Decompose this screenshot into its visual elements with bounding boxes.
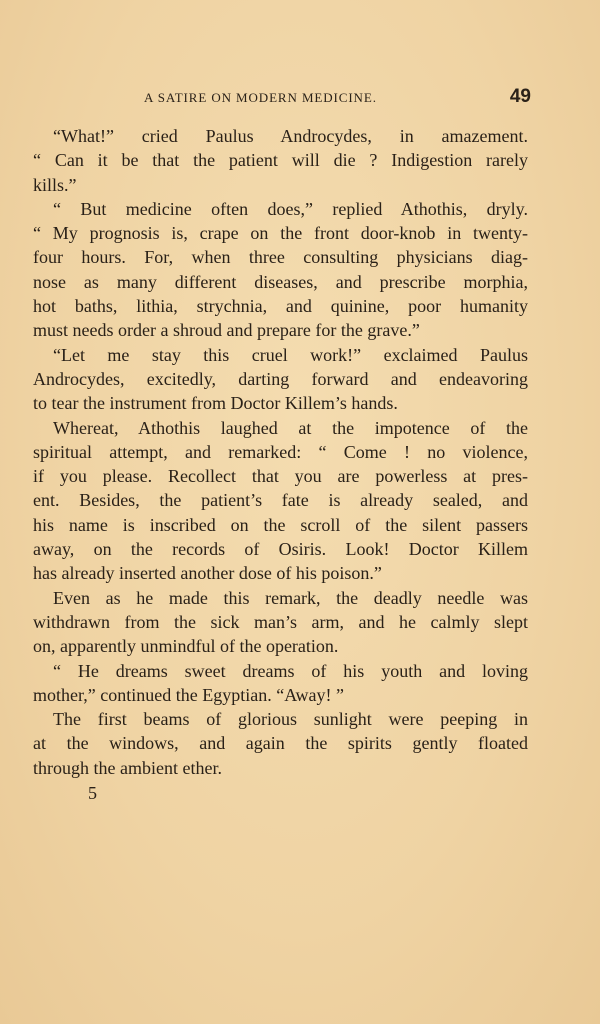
text-line: hot baths, lithia, strychnia, and quinine, poor humanity xyxy=(33,296,528,317)
text-line: on, apparently unmindful of the operation. xyxy=(33,636,339,657)
running-head xyxy=(33,86,531,110)
text-line: to tear the instrument from Doctor Killem’s hands. xyxy=(33,393,398,414)
text-line: “ My prognosis is, crape on the front door-knob in twenty- xyxy=(33,223,528,244)
signature-mark: 5 xyxy=(88,783,97,803)
text-line: nose as many different diseases, and prescribe morphia, xyxy=(33,271,528,292)
text-line: has already inserted another dose of his poison.” xyxy=(33,563,382,584)
text-line: “What!” cried Paulus Androcydes, in amazement. xyxy=(53,126,528,146)
text-line: “Let me stay this cruel work!” exclaimed Paulus xyxy=(53,344,528,365)
text-line: The first beams of glorious sunlight were peeping in xyxy=(53,709,528,730)
text-line: Even as he made this remark, the deadly needle was xyxy=(53,587,528,608)
text-line: “ Can it be that the patient will die ? Indigestion rarely xyxy=(33,150,528,171)
text-line: four hours. For, when three consulting physicians diag- xyxy=(33,247,528,268)
text-line: “ He dreams sweet dreams of his youth and loving xyxy=(53,660,528,681)
text-line: away, on the records of Osiris. Look! Doctor Killem xyxy=(33,539,528,560)
body-text xyxy=(33,124,528,780)
text-line: must needs order a shroud and prepare for the grave.” xyxy=(33,320,420,341)
text-line: at the windows, and again the spirits gently floated xyxy=(33,733,528,754)
text-line: Androcydes, excitedly, darting forward and endeavoring xyxy=(33,368,528,389)
text-line: spiritual attempt, and remarked: “ Come ! no violence, xyxy=(33,441,528,462)
text-line: ent. Besides, the patient’s fate is already sealed, and xyxy=(33,490,528,511)
text-line: Whereat, Athothis laughed at the impotence of the xyxy=(53,417,528,438)
text-line: if you please. Recollect that you are powerless at pres- xyxy=(33,466,528,487)
page-number: 49 xyxy=(509,86,531,107)
text-line: kills.” xyxy=(33,174,77,195)
text-line: withdrawn from the sick man’s arm, and he calmly slept xyxy=(33,611,528,632)
text-line: “ But medicine often does,” replied Athothis, dryly. xyxy=(53,198,528,219)
text-line: through the ambient ether. xyxy=(33,757,222,778)
text-line: his name is inscribed on the scroll of the silent passers xyxy=(33,514,528,535)
text-line: mother,” continued the Egyptian. “Away! ” xyxy=(33,684,345,705)
running-title: A SATIRE ON MODERN MEDICINE. xyxy=(144,90,377,105)
